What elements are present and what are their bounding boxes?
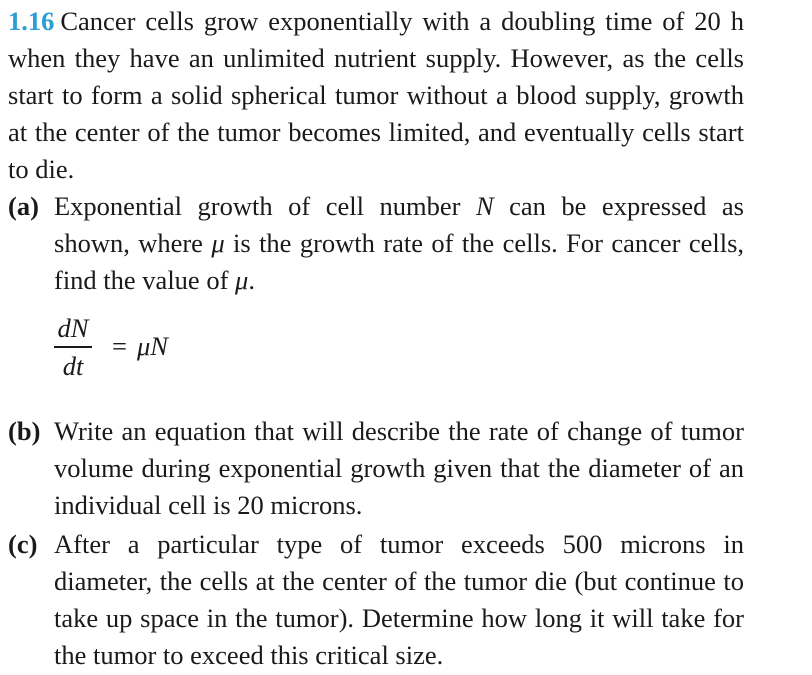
part-c-text: After a particular type of tumor exceeds 500 microns in diameter, the cells at the center of the tumor die (but continue to take up space in the tumor). Determine how long it will take for the tumor to exceed this critical size. (54, 529, 744, 670)
problem-intro (8, 3, 744, 188)
part-a-text: is the growth rate of the cells. For cancer cells, find the value of (54, 228, 745, 295)
part-b-label: (b) (8, 416, 41, 446)
part-a (8, 188, 744, 299)
equation-rhs-expr: μN (136, 331, 168, 361)
problem-number: 1.16 (8, 6, 55, 36)
part-a-label: (a) (8, 191, 39, 221)
part-c-label: (c) (8, 529, 38, 559)
equals-sign: = (112, 331, 127, 361)
fraction-bar (54, 346, 92, 348)
part-c (8, 526, 744, 674)
equation-fraction (54, 313, 92, 381)
variable-mu: μ (235, 265, 249, 295)
equation-numerator: dN (57, 313, 89, 343)
problem-block (8, 3, 744, 674)
variable-n: N (475, 191, 494, 221)
problem-intro-text: Cancer cells grow exponentially with a doubling time of 20 h when they have an unlimited nutrient supply. However, as the cells start to form a solid spherical tumor without a blood supply, growth at the center of the tumor becomes limited, and eventually cells start to die. (8, 6, 744, 184)
growth-equation (54, 313, 744, 387)
part-b (8, 413, 744, 524)
part-a-text: Exponential growth of cell number (54, 191, 476, 221)
variable-mu: μ (211, 228, 225, 258)
part-b-text: Write an equation that will describe the rate of change of tumor volume during exponential growth given that the diameter of an individual cell is 20 microns. (54, 416, 744, 520)
equation-rhs (112, 328, 168, 365)
part-a-text: . (248, 265, 255, 295)
part-a-text: can be expressed as shown, where (54, 191, 744, 258)
equation-denominator: dt (62, 350, 84, 381)
